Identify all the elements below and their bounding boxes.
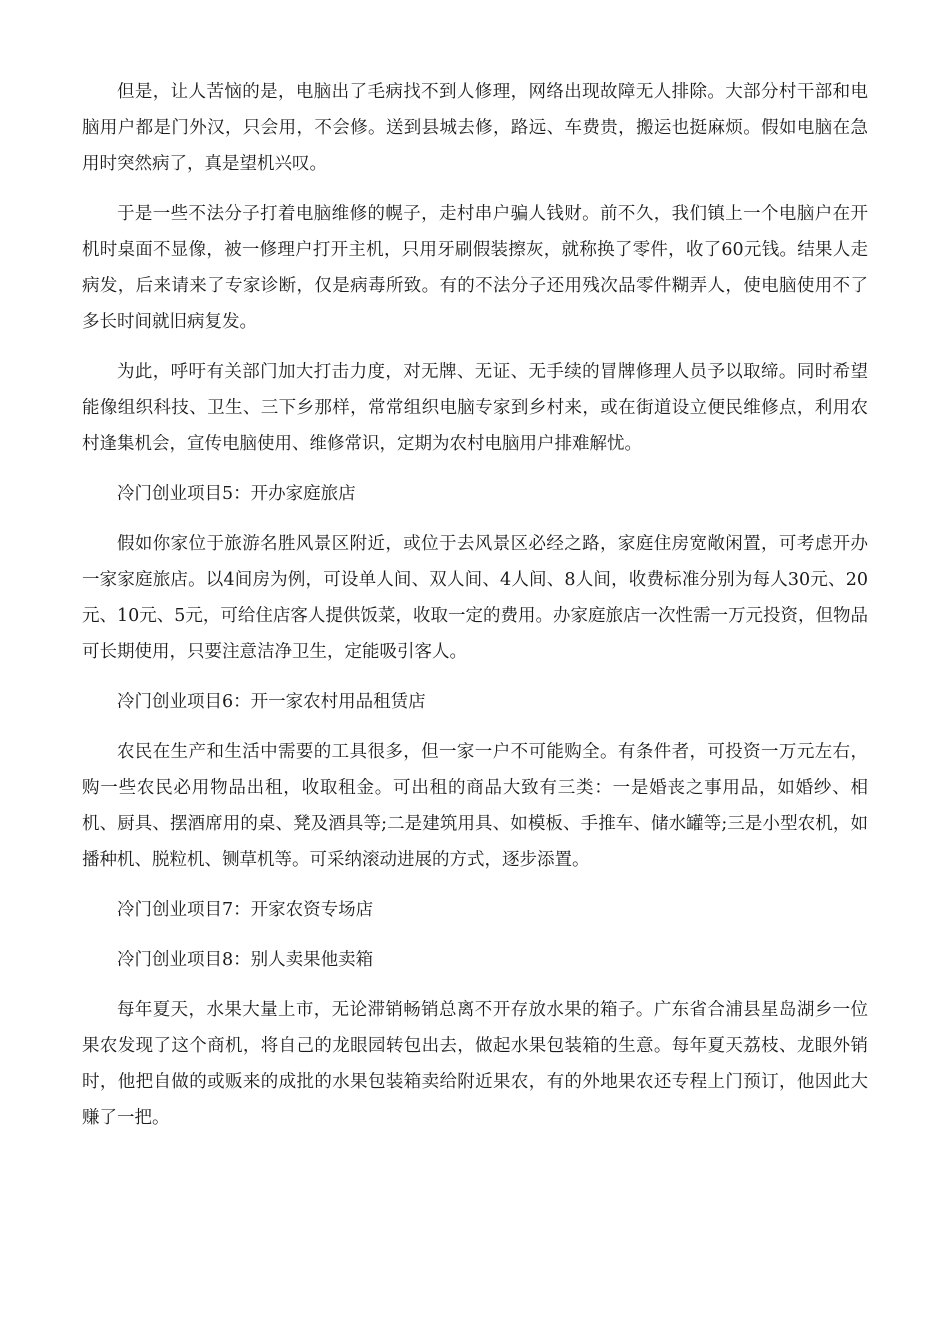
paragraph-appeal: 为此，呼吁有关部门加大打击力度，对无牌、无证、无手续的冒牌修理人员予以取缔。同时希望能像组织科技、卫生、三下乡那样，常常组织电脑专家到乡村来，或在街道设立便民维修点，利用农村逢集机会，宣传电脑使用、维修常识，定期为农村电脑用户排难解忧。 — [82, 362, 868, 454]
heading-project-8: 冷门创业项目8：别人卖果他卖箱 — [117, 950, 374, 970]
article-body — [82, 74, 868, 1150]
paragraph-fraud: 于是一些不法分子打着电脑维修的幌子，走村串户骗人钱财。前不久，我们镇上一个电脑户在开机时桌面不显像，被一修理户打开主机，只用牙刷假装擦灰，就称换了零件，收了60元钱。结果人走病发，后来请来了专家诊断，仅是病毒所致。有的不法分子还用残次品零件糊弄人，使电脑使用不了多长时间就旧病复发。 — [82, 204, 868, 332]
paragraph-fruit-boxes: 每年夏天，水果大量上市，无论滞销畅销总离不开存放水果的箱子。广东省合浦县星岛湖乡一位果农发现了这个商机，将自己的龙眼园转包出去，做起水果包装箱的生意。每年夏天荔枝、龙眼外销时，他把自做的或贩来的成批的水果包装箱卖给附近果农，有的外地果农还专程上门预订，他因此大赚了一把。 — [82, 1000, 868, 1128]
heading-project-6: 冷门创业项目6：开一家农村用品租赁店 — [117, 692, 426, 712]
heading-project-5: 冷门创业项目5：开办家庭旅店 — [117, 484, 356, 504]
paragraph-rental-shop: 农民在生产和生活中需要的工具很多，但一家一户不可能购全。有条件者，可投资一万元左右，购一些农民必用物品出租，收取租金。可出租的商品大致有三类：一是婚丧之事用品，如婚纱、相机、厨具、摆酒席用的桌、凳及酒具等;二是建筑用具、如模板、手推车、储水罐等;三是小型农机，如播种机、脱粒机、铡草机等。可采纳滚动进展的方式，逐步添置。 — [82, 742, 868, 870]
heading-project-7: 冷门创业项目7：开家农资专场店 — [117, 900, 374, 920]
paragraph-family-inn: 假如你家位于旅游名胜风景区附近，或位于去风景区必经之路，家庭住房宽敞闲置，可考虑开办一家家庭旅店。以4间房为例，可设单人间、双人间、4人间、8人间，收费标准分别为每人30元、20元、10元、5元，可给住店客人提供饭菜，收取一定的费用。办家庭旅店一次性需一万元投资，但物品可长期使用，只要注意洁净卫生，定能吸引客人。 — [82, 534, 868, 662]
paragraph-repair-problem: 但是，让人苦恼的是，电脑出了毛病找不到人修理，网络出现故障无人排除。大部分村干部和电脑用户都是门外汉，只会用，不会修。送到县城去修，路远、车费贵，搬运也挺麻烦。假如电脑在急用时突然病了，真是望机兴叹。 — [82, 82, 868, 174]
